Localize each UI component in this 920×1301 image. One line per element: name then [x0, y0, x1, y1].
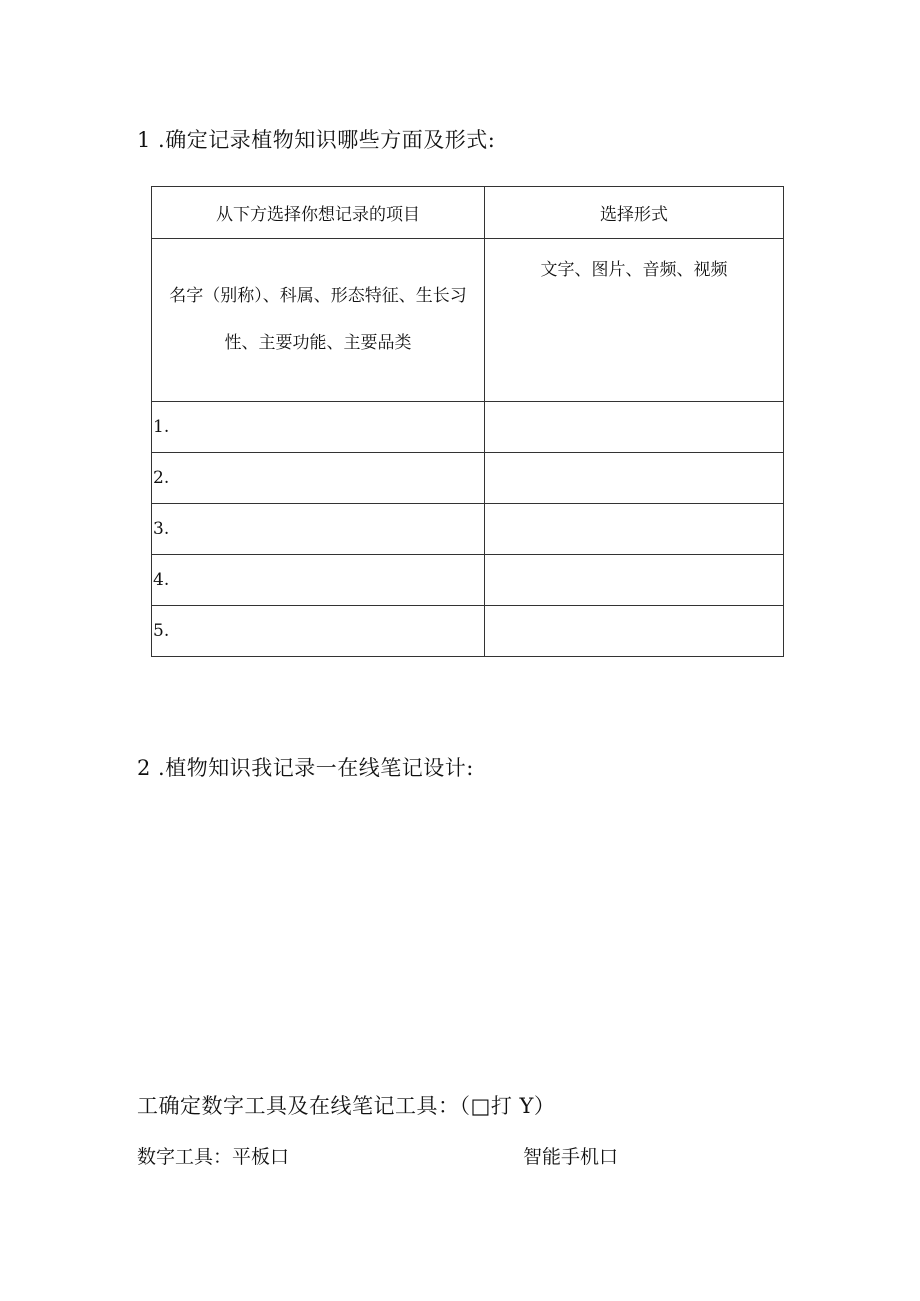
row-item-cell[interactable]: 4.	[152, 555, 485, 606]
digital-tools-tablet-option[interactable]: 数字工具：平板口	[137, 1146, 290, 1168]
table-row	[152, 555, 784, 606]
row-item-cell[interactable]: 1.	[152, 402, 485, 453]
row-item-cell[interactable]: 3.	[152, 504, 485, 555]
header-form: 选择形式	[485, 187, 784, 239]
row-item-cell[interactable]: 5.	[152, 606, 485, 657]
item-options: 名字（别称）、科属、形态特征、生长习性、主要功能、主要品类	[152, 239, 485, 402]
table-row	[152, 504, 784, 555]
section3-heading: 工确定数字工具及在线笔记工具：（□打 Y）	[137, 1094, 556, 1118]
row-form-cell[interactable]	[485, 504, 784, 555]
smartphone-option[interactable]: 智能手机口	[523, 1146, 619, 1168]
section1-heading: 1 .确定记录植物知识哪些方面及形式:	[137, 128, 496, 152]
row-form-cell[interactable]	[485, 606, 784, 657]
table-header-row	[152, 187, 784, 239]
table-row	[152, 402, 784, 453]
record-plan-table	[151, 186, 784, 657]
row-item-cell[interactable]: 2.	[152, 453, 485, 504]
header-items: 从下方选择你想记录的项目	[152, 187, 485, 239]
row-form-cell[interactable]	[485, 555, 784, 606]
row-form-cell[interactable]	[485, 453, 784, 504]
form-options: 文字、图片、音频、视频	[485, 239, 784, 402]
table-row	[152, 453, 784, 504]
section2-heading: 2 .植物知识我记录一在线笔记设计:	[137, 756, 474, 780]
table-desc-row	[152, 239, 784, 402]
table-row	[152, 606, 784, 657]
row-form-cell[interactable]	[485, 402, 784, 453]
